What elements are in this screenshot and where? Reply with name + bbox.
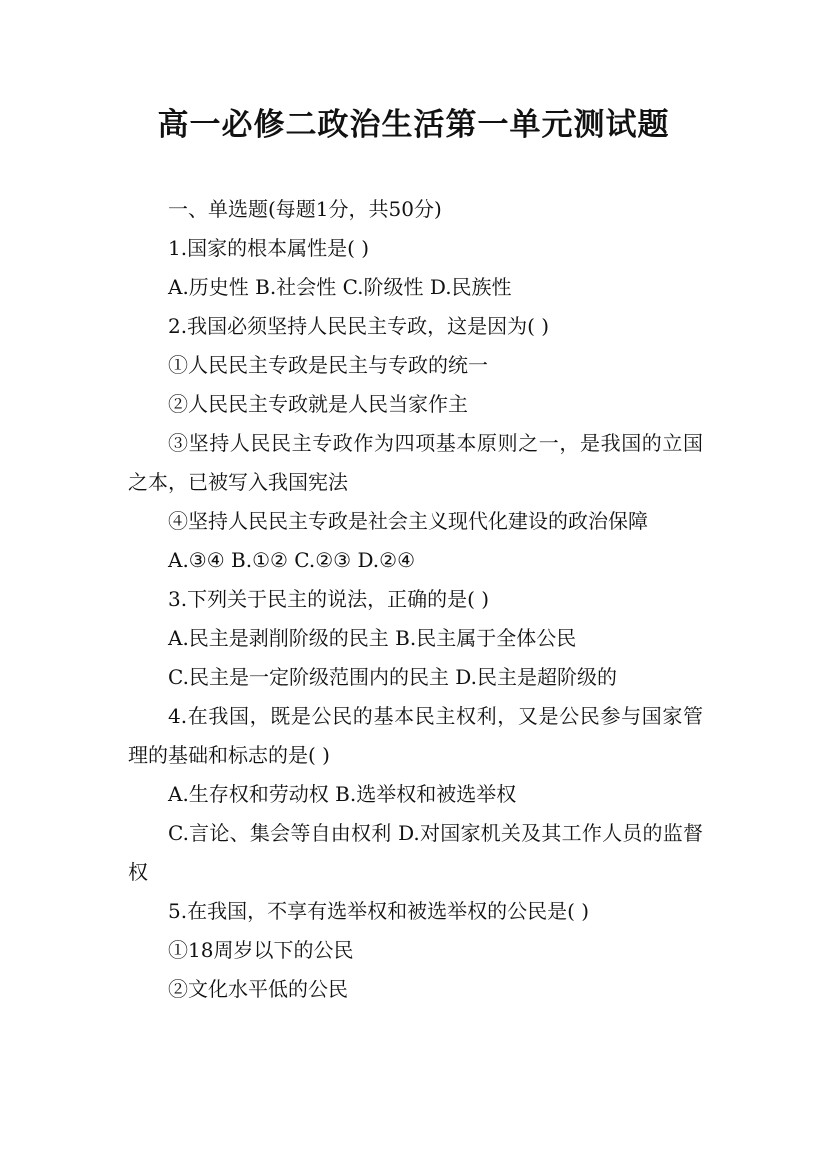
document-body	[128, 190, 703, 1009]
paragraph: A.历史性 B.社会性 C.阶级性 D.民族性	[168, 275, 512, 299]
paragraph: C.民主是一定阶级范围内的民主 D.民主是超阶级的	[168, 665, 617, 689]
paragraph: 一、单选题(每题1分，共50分)	[168, 197, 442, 221]
paragraph: 4.在我国，既是公民的基本民主权利，又是公民参与国家管理的基础和标志的是( )	[128, 704, 703, 767]
paragraph: ①人民民主专政是民主与专政的统一	[168, 353, 488, 377]
paragraph: 1.国家的根本属性是( )	[168, 236, 370, 260]
paragraph: 2.我国必须坚持人民民主专政，这是因为( )	[168, 314, 550, 338]
paragraph: 5.在我国，不享有选举权和被选举权的公民是( )	[168, 899, 590, 923]
document-title: 高一必修二政治生活第一单元测试题	[157, 107, 670, 143]
paragraph: ①18周岁以下的公民	[168, 938, 354, 962]
paragraph: 3.下列关于民主的说法，正确的是( )	[168, 587, 490, 611]
paragraph: ③坚持人民民主专政作为四项基本原则之一，是我国的立国之本，已被写入我国宪法	[128, 431, 703, 494]
paragraph: A.民主是剥削阶级的民主 B.民主属于全体公民	[168, 626, 577, 650]
paragraph: ②文化水平低的公民	[168, 977, 348, 1001]
paragraph: ②人民民主专政就是人民当家作主	[168, 392, 468, 416]
paragraph: C.言论、集会等自由权利 D.对国家机关及其工作人员的监督权	[128, 821, 703, 884]
paragraph: A.③④ B.①② C.②③ D.②④	[168, 548, 415, 572]
paragraph: A.生存权和劳动权 B.选举权和被选举权	[168, 782, 517, 806]
paragraph: ④坚持人民民主专政是社会主义现代化建设的政治保障	[168, 509, 648, 533]
